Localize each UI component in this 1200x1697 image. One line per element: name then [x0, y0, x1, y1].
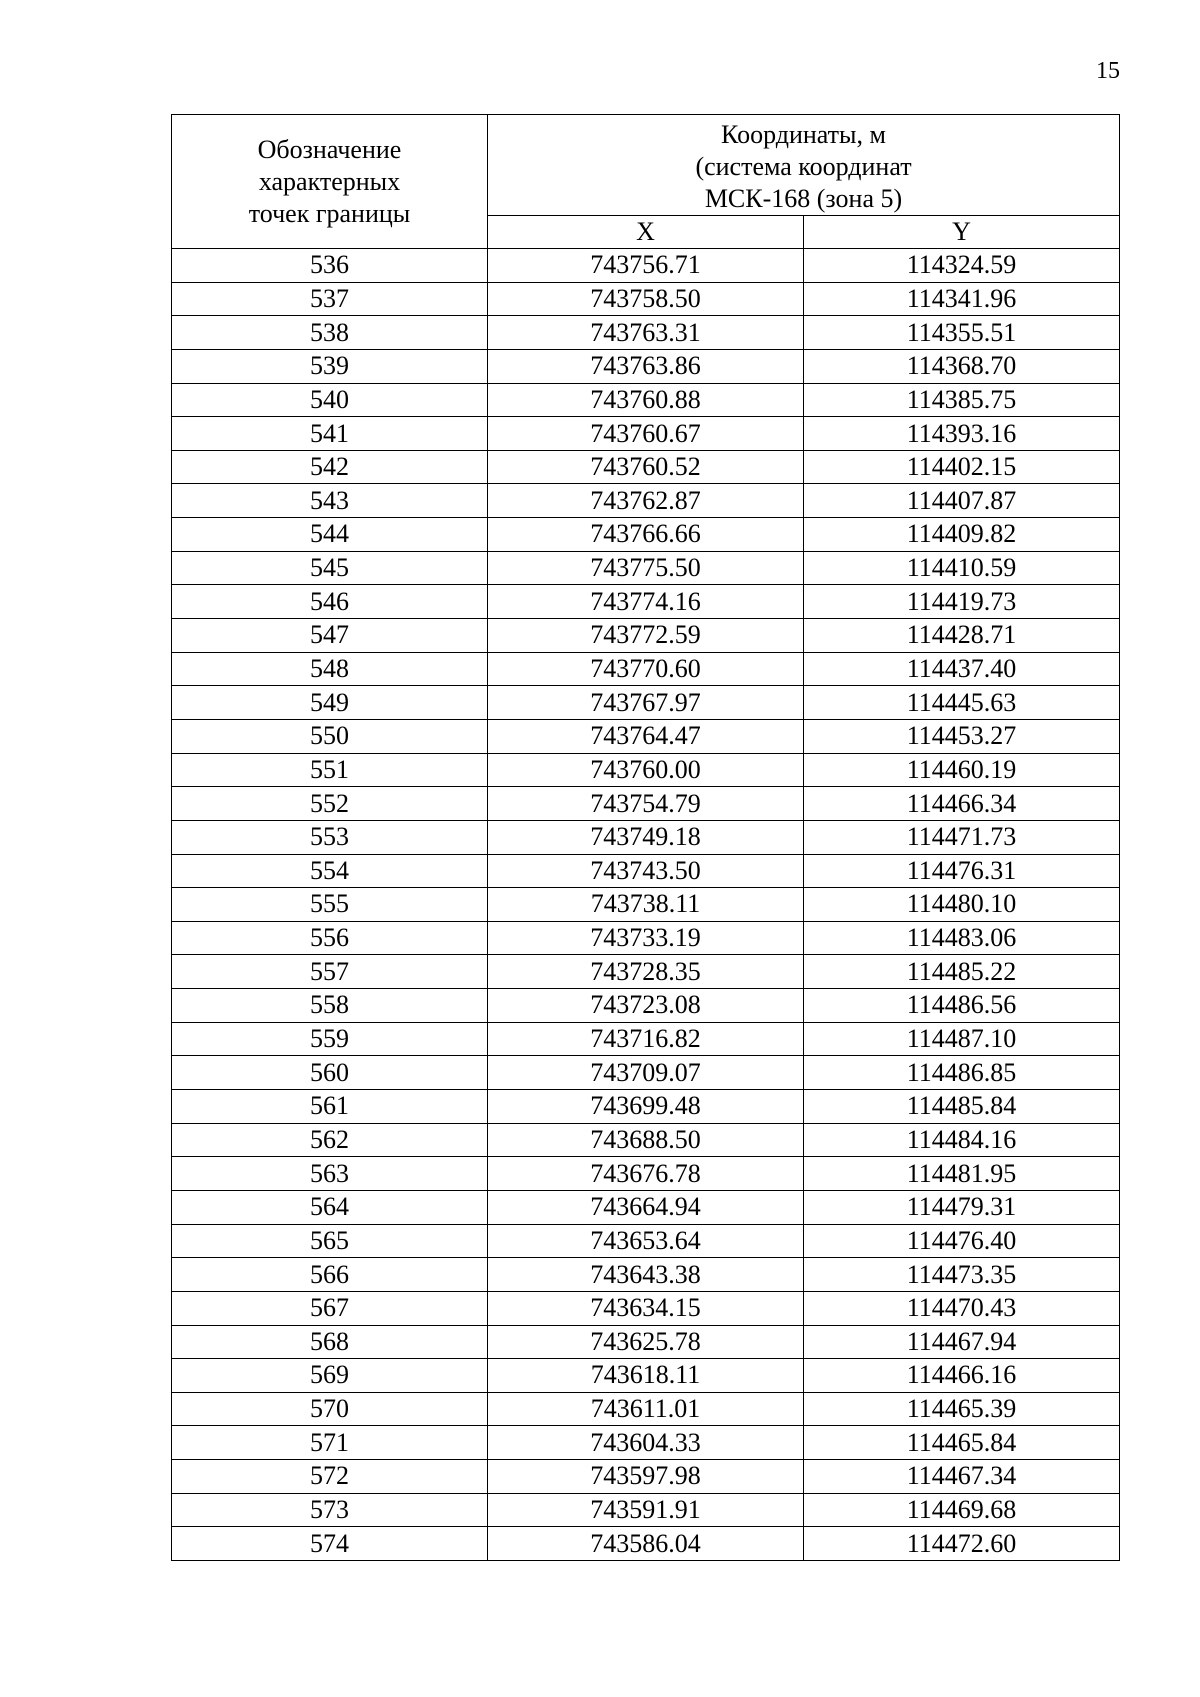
- coordinates-table: [171, 114, 1120, 1561]
- cell-y-coordinate: 114472.60: [804, 1527, 1120, 1561]
- cell-y-coordinate: 114467.94: [804, 1325, 1120, 1359]
- cell-x-coordinate: 743766.66: [488, 518, 804, 552]
- header-designation-line: характерных: [258, 166, 401, 196]
- cell-y-coordinate: 114484.16: [804, 1123, 1120, 1157]
- cell-point-number: 547: [172, 619, 488, 653]
- cell-y-coordinate: 114428.71: [804, 619, 1120, 653]
- table-row: [172, 955, 1120, 989]
- cell-x-coordinate: 743723.08: [488, 989, 804, 1023]
- cell-point-number: 554: [172, 854, 488, 888]
- cell-x-coordinate: 743770.60: [488, 652, 804, 686]
- cell-y-coordinate: 114486.85: [804, 1056, 1120, 1090]
- cell-y-coordinate: 114480.10: [804, 888, 1120, 922]
- cell-point-number: 556: [172, 921, 488, 955]
- cell-point-number: 550: [172, 719, 488, 753]
- cell-y-coordinate: 114471.73: [804, 820, 1120, 854]
- cell-point-number: 548: [172, 652, 488, 686]
- cell-y-coordinate: 114487.10: [804, 1022, 1120, 1056]
- table-row: [172, 282, 1120, 316]
- cell-point-number: 572: [172, 1460, 488, 1494]
- cell-point-number: 546: [172, 585, 488, 619]
- cell-x-coordinate: 743760.52: [488, 450, 804, 484]
- header-point-designation: [172, 115, 488, 249]
- cell-y-coordinate: 114419.73: [804, 585, 1120, 619]
- table-row: [172, 1392, 1120, 1426]
- cell-x-coordinate: 743611.01: [488, 1392, 804, 1426]
- table-row: [172, 1325, 1120, 1359]
- table-row: [172, 249, 1120, 283]
- table-row: [172, 989, 1120, 1023]
- table-row: [172, 888, 1120, 922]
- table-row: [172, 383, 1120, 417]
- cell-point-number: 567: [172, 1291, 488, 1325]
- table-row: [172, 1359, 1120, 1393]
- cell-x-coordinate: 743760.00: [488, 753, 804, 787]
- cell-x-coordinate: 743591.91: [488, 1493, 804, 1527]
- table-row: [172, 1224, 1120, 1258]
- cell-x-coordinate: 743772.59: [488, 619, 804, 653]
- table-row: [172, 518, 1120, 552]
- cell-point-number: 539: [172, 349, 488, 383]
- cell-y-coordinate: 114437.40: [804, 652, 1120, 686]
- cell-x-coordinate: 743676.78: [488, 1157, 804, 1191]
- table-row: [172, 1157, 1120, 1191]
- table-row: [172, 787, 1120, 821]
- header-x: X: [488, 216, 804, 249]
- cell-point-number: 555: [172, 888, 488, 922]
- cell-point-number: 565: [172, 1224, 488, 1258]
- cell-x-coordinate: 743604.33: [488, 1426, 804, 1460]
- cell-x-coordinate: 743728.35: [488, 955, 804, 989]
- table-row: [172, 450, 1120, 484]
- cell-x-coordinate: 743716.82: [488, 1022, 804, 1056]
- cell-y-coordinate: 114385.75: [804, 383, 1120, 417]
- cell-point-number: 569: [172, 1359, 488, 1393]
- cell-y-coordinate: 114473.35: [804, 1258, 1120, 1292]
- table-row: [172, 719, 1120, 753]
- table-row: [172, 1527, 1120, 1561]
- cell-y-coordinate: 114407.87: [804, 484, 1120, 518]
- table-row: [172, 1258, 1120, 1292]
- cell-y-coordinate: 114485.84: [804, 1090, 1120, 1124]
- cell-x-coordinate: 743763.31: [488, 316, 804, 350]
- cell-point-number: 559: [172, 1022, 488, 1056]
- table-row: [172, 652, 1120, 686]
- cell-y-coordinate: 114341.96: [804, 282, 1120, 316]
- table-row: [172, 1493, 1120, 1527]
- header-designation-line: Обозначение: [257, 134, 402, 164]
- table-row: [172, 753, 1120, 787]
- cell-y-coordinate: 114355.51: [804, 316, 1120, 350]
- cell-point-number: 541: [172, 417, 488, 451]
- cell-x-coordinate: 743618.11: [488, 1359, 804, 1393]
- cell-point-number: 570: [172, 1392, 488, 1426]
- cell-point-number: 536: [172, 249, 488, 283]
- table-row: [172, 1190, 1120, 1224]
- cell-y-coordinate: 114483.06: [804, 921, 1120, 955]
- cell-point-number: 571: [172, 1426, 488, 1460]
- cell-x-coordinate: 743762.87: [488, 484, 804, 518]
- cell-y-coordinate: 114324.59: [804, 249, 1120, 283]
- cell-x-coordinate: 743774.16: [488, 585, 804, 619]
- table-row: [172, 1056, 1120, 1090]
- cell-x-coordinate: 743597.98: [488, 1460, 804, 1494]
- cell-point-number: 542: [172, 450, 488, 484]
- table-row: [172, 854, 1120, 888]
- cell-point-number: 545: [172, 551, 488, 585]
- cell-point-number: 544: [172, 518, 488, 552]
- cell-point-number: 566: [172, 1258, 488, 1292]
- cell-point-number: 560: [172, 1056, 488, 1090]
- cell-y-coordinate: 114466.34: [804, 787, 1120, 821]
- cell-x-coordinate: 743688.50: [488, 1123, 804, 1157]
- page-number: 15: [1096, 58, 1120, 84]
- header-coordinates: [488, 115, 1120, 216]
- cell-point-number: 558: [172, 989, 488, 1023]
- cell-y-coordinate: 114469.68: [804, 1493, 1120, 1527]
- cell-x-coordinate: 743653.64: [488, 1224, 804, 1258]
- table-row: [172, 921, 1120, 955]
- table-header: [172, 115, 1120, 249]
- cell-y-coordinate: 114485.22: [804, 955, 1120, 989]
- table-row: [172, 1291, 1120, 1325]
- cell-point-number: 574: [172, 1527, 488, 1561]
- cell-point-number: 573: [172, 1493, 488, 1527]
- cell-y-coordinate: 114481.95: [804, 1157, 1120, 1191]
- header-coordinates-line: (система координат: [695, 152, 912, 181]
- table-row: [172, 1123, 1120, 1157]
- table-row: [172, 1090, 1120, 1124]
- table-row: [172, 349, 1120, 383]
- cell-point-number: 543: [172, 484, 488, 518]
- table-row: [172, 820, 1120, 854]
- cell-y-coordinate: 114465.84: [804, 1426, 1120, 1460]
- table-row: [172, 417, 1120, 451]
- header-designation-line: точек границы: [248, 198, 411, 228]
- cell-x-coordinate: 743586.04: [488, 1527, 804, 1561]
- cell-y-coordinate: 114467.34: [804, 1460, 1120, 1494]
- cell-y-coordinate: 114476.31: [804, 854, 1120, 888]
- cell-y-coordinate: 114409.82: [804, 518, 1120, 552]
- cell-y-coordinate: 114402.15: [804, 450, 1120, 484]
- table-row: [172, 316, 1120, 350]
- cell-y-coordinate: 114470.43: [804, 1291, 1120, 1325]
- table-body: [172, 249, 1120, 1561]
- cell-x-coordinate: 743709.07: [488, 1056, 804, 1090]
- cell-point-number: 552: [172, 787, 488, 821]
- cell-point-number: 538: [172, 316, 488, 350]
- cell-point-number: 549: [172, 686, 488, 720]
- cell-x-coordinate: 743758.50: [488, 282, 804, 316]
- cell-y-coordinate: 114486.56: [804, 989, 1120, 1023]
- cell-x-coordinate: 743625.78: [488, 1325, 804, 1359]
- cell-x-coordinate: 743664.94: [488, 1190, 804, 1224]
- table-row: [172, 1426, 1120, 1460]
- cell-x-coordinate: 743763.86: [488, 349, 804, 383]
- cell-x-coordinate: 743634.15: [488, 1291, 804, 1325]
- cell-point-number: 537: [172, 282, 488, 316]
- cell-point-number: 561: [172, 1090, 488, 1124]
- cell-x-coordinate: 743754.79: [488, 787, 804, 821]
- cell-x-coordinate: 743749.18: [488, 820, 804, 854]
- table-row: [172, 585, 1120, 619]
- cell-y-coordinate: 114479.31: [804, 1190, 1120, 1224]
- cell-y-coordinate: 114465.39: [804, 1392, 1120, 1426]
- cell-y-coordinate: 114393.16: [804, 417, 1120, 451]
- cell-y-coordinate: 114460.19: [804, 753, 1120, 787]
- cell-point-number: 540: [172, 383, 488, 417]
- cell-y-coordinate: 114368.70: [804, 349, 1120, 383]
- table-row: [172, 686, 1120, 720]
- header-y: Y: [804, 216, 1120, 249]
- cell-x-coordinate: 743743.50: [488, 854, 804, 888]
- cell-y-coordinate: 114466.16: [804, 1359, 1120, 1393]
- cell-point-number: 553: [172, 820, 488, 854]
- cell-point-number: 564: [172, 1190, 488, 1224]
- cell-x-coordinate: 743643.38: [488, 1258, 804, 1292]
- cell-point-number: 563: [172, 1157, 488, 1191]
- cell-point-number: 562: [172, 1123, 488, 1157]
- cell-y-coordinate: 114410.59: [804, 551, 1120, 585]
- cell-x-coordinate: 743738.11: [488, 888, 804, 922]
- cell-point-number: 551: [172, 753, 488, 787]
- table-row: [172, 1022, 1120, 1056]
- cell-x-coordinate: 743699.48: [488, 1090, 804, 1124]
- cell-point-number: 568: [172, 1325, 488, 1359]
- cell-x-coordinate: 743775.50: [488, 551, 804, 585]
- table-row: [172, 1460, 1120, 1494]
- cell-x-coordinate: 743733.19: [488, 921, 804, 955]
- cell-x-coordinate: 743767.97: [488, 686, 804, 720]
- table-row: [172, 484, 1120, 518]
- cell-y-coordinate: 114445.63: [804, 686, 1120, 720]
- cell-y-coordinate: 114476.40: [804, 1224, 1120, 1258]
- cell-x-coordinate: 743764.47: [488, 719, 804, 753]
- cell-x-coordinate: 743760.88: [488, 383, 804, 417]
- header-coordinates-line: Координаты, м: [721, 120, 886, 149]
- header-coordinates-line: МСК-168 (зона 5): [704, 184, 903, 213]
- cell-y-coordinate: 114453.27: [804, 719, 1120, 753]
- table-row: [172, 551, 1120, 585]
- cell-point-number: 557: [172, 955, 488, 989]
- table-row: [172, 619, 1120, 653]
- cell-x-coordinate: 743756.71: [488, 249, 804, 283]
- cell-x-coordinate: 743760.67: [488, 417, 804, 451]
